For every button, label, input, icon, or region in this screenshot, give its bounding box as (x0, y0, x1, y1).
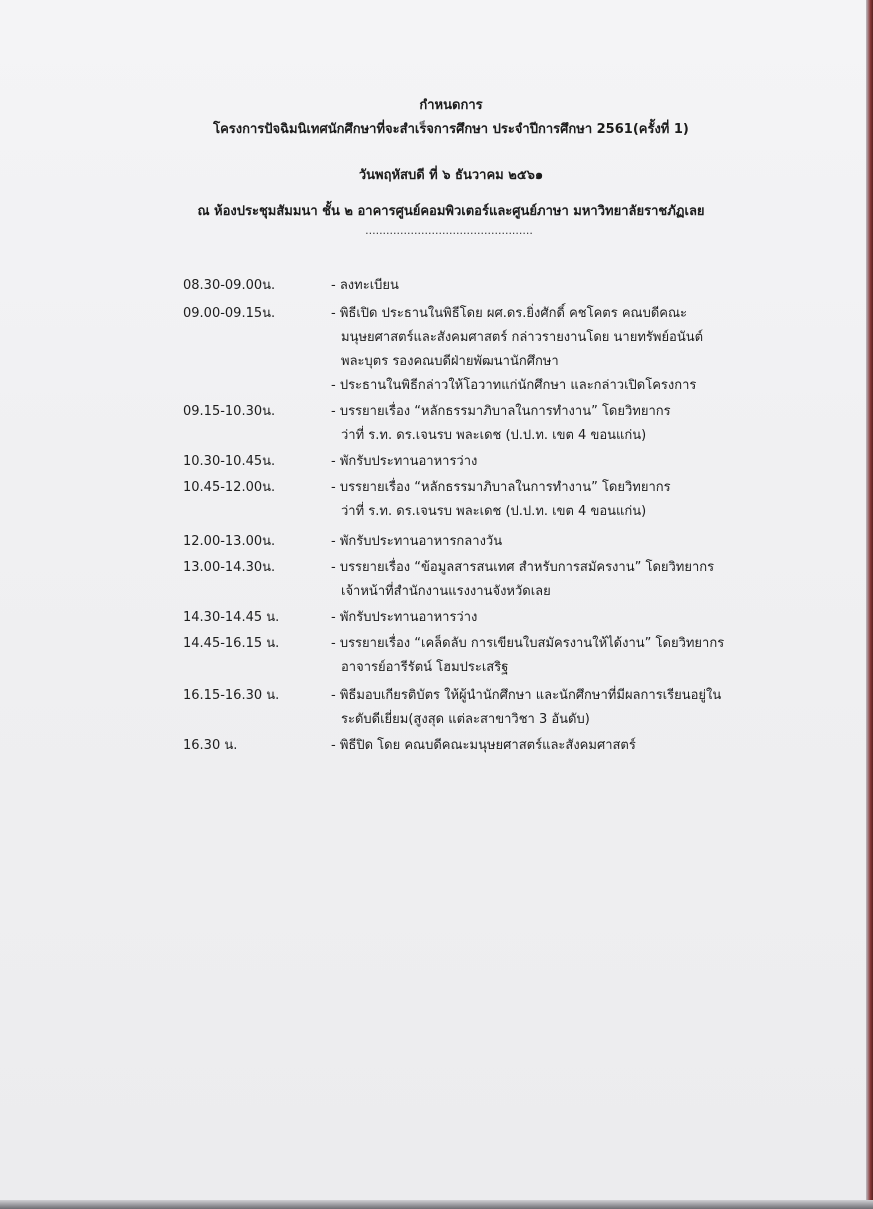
schedule-description-line: - พิธีมอบเกียรติบัตร ให้ผู้นำนักศึกษา และนักศึกษาที่มีผลการเรียนอยู่ใน (331, 688, 722, 703)
schedule-description (331, 274, 783, 298)
schedule-description (331, 556, 783, 604)
schedule-row (183, 684, 783, 732)
schedule-title: กำหนดการ (419, 98, 483, 113)
schedule-description-line: พละบุตร รองคณบดีฝ่ายพัฒนานักศึกษา (341, 354, 559, 369)
schedule-time: 10.30-10.45น. (183, 454, 276, 469)
schedule-description (331, 530, 783, 554)
schedule-time: 08.30-09.00น. (183, 278, 276, 293)
schedule-description (331, 684, 783, 732)
schedule-description-line: เจ้าหน้าที่สำนักงานแรงงานจังหวัดเลย (341, 584, 551, 599)
schedule-description (331, 632, 783, 680)
page-edge-bottom (0, 1200, 873, 1209)
schedule-list (183, 274, 783, 758)
schedule-row (183, 476, 783, 524)
schedule-row (183, 606, 783, 630)
schedule-description-line: - พิธีปิด โดย คณบดีคณะมนุษยศาสตร์และสังคมศาสตร์ (331, 738, 636, 753)
schedule-description (331, 400, 783, 448)
schedule-row (183, 632, 783, 680)
schedule-description-line: - ประธานในพิธีกล่าวให้โอวาทแก่นักศึกษา และกล่าวเปิดโครงการ (331, 378, 697, 393)
schedule-description-line: - บรรยายเรื่อง “หลักธรรมาภิบาลในการทำงาน” โดยวิทยากร (331, 404, 671, 419)
schedule-description (331, 606, 783, 630)
schedule-description-line: - พักรับประทานอาหารว่าง (331, 454, 478, 469)
schedule-description-line: - บรรยายเรื่อง “หลักธรรมาภิบาลในการทำงาน” โดยวิทยากร (331, 480, 671, 495)
schedule-description (331, 302, 783, 398)
schedule-description-line: - ลงทะเบียน (331, 278, 399, 293)
schedule-description-line: - บรรยายเรื่อง “ข้อมูลสารสนเทศ สำหรับการสมัครงาน” โดยวิทยากร (331, 560, 715, 575)
schedule-description-line: - พักรับประทานอาหารว่าง (331, 610, 478, 625)
schedule-time: 16.15-16.30 น. (183, 688, 280, 703)
schedule-time: 14.30-14.45 น. (183, 610, 280, 625)
schedule-time: 13.00-14.30น. (183, 560, 276, 575)
schedule-description-line: ว่าที่ ร.ท. ดร.เจนรบ พละเดช (ป.ป.ท. เขต 4 ขอนแก่น) (341, 428, 647, 443)
schedule-description-line: อาจารย์อารีรัตน์ โฮมประเสริฐ (341, 660, 509, 675)
schedule-row (183, 302, 783, 398)
schedule-row (183, 274, 783, 298)
schedule-description-line: - พักรับประทานอาหารกลางวัน (331, 534, 503, 549)
schedule-description-line: ระดับดีเยี่ยม(สูงสุด แต่ละสาขาวิชา 3 อันดับ) (341, 712, 590, 727)
event-venue: ณ ห้องประชุมสัมมนา ชั้น ๒ อาคารศูนย์คอมพิวเตอร์และศูนย์ภาษา มหาวิทยาลัยราชภัฏเลย (197, 204, 705, 219)
schedule-description-line: - พิธีเปิด ประธานในพิธีโดย ผศ.ดร.ยิ่งศักดิ์ คชโคตร คณบดีคณะ (331, 306, 688, 321)
schedule-description-line: ว่าที่ ร.ท. ดร.เจนรบ พละเดช (ป.ป.ท. เขต 4 ขอนแก่น) (341, 504, 647, 519)
project-name: โครงการปัจฉิมนิเทศนักศึกษาที่จะสำเร็จการศึกษา ประจำปีการศึกษา 2561(ครั้งที่ 1) (213, 122, 689, 137)
schedule-row (183, 734, 783, 758)
schedule-time: 09.15-10.30น. (183, 404, 276, 419)
event-date: วันพฤหัสบดี ที่ ๖ ธันวาคม ๒๕๖๑ (358, 168, 544, 183)
page-edge-right (866, 0, 873, 1209)
schedule-time: 14.45-16.15 น. (183, 636, 280, 651)
schedule-row (183, 556, 783, 604)
schedule-time: 10.45-12.00น. (183, 480, 276, 495)
schedule-description (331, 476, 783, 524)
schedule-description (331, 450, 783, 474)
dotted-separator: ................................................ (365, 224, 533, 237)
schedule-description-line: - บรรยายเรื่อง “เคล็ดลับ การเขียนใบสมัครงานให้ได้งาน” โดยวิทยากร (331, 636, 725, 651)
schedule-description-line: มนุษยศาสตร์และสังคมศาสตร์ กล่าวรายงานโดย นายทรัพย์อนันต์ (341, 330, 704, 345)
schedule-time: 12.00-13.00น. (183, 534, 276, 549)
schedule-row (183, 450, 783, 474)
schedule-time: 09.00-09.15น. (183, 306, 276, 321)
schedule-row (183, 530, 783, 554)
schedule-row (183, 400, 783, 448)
schedule-time: 16.30 น. (183, 738, 238, 753)
schedule-description (331, 734, 783, 758)
